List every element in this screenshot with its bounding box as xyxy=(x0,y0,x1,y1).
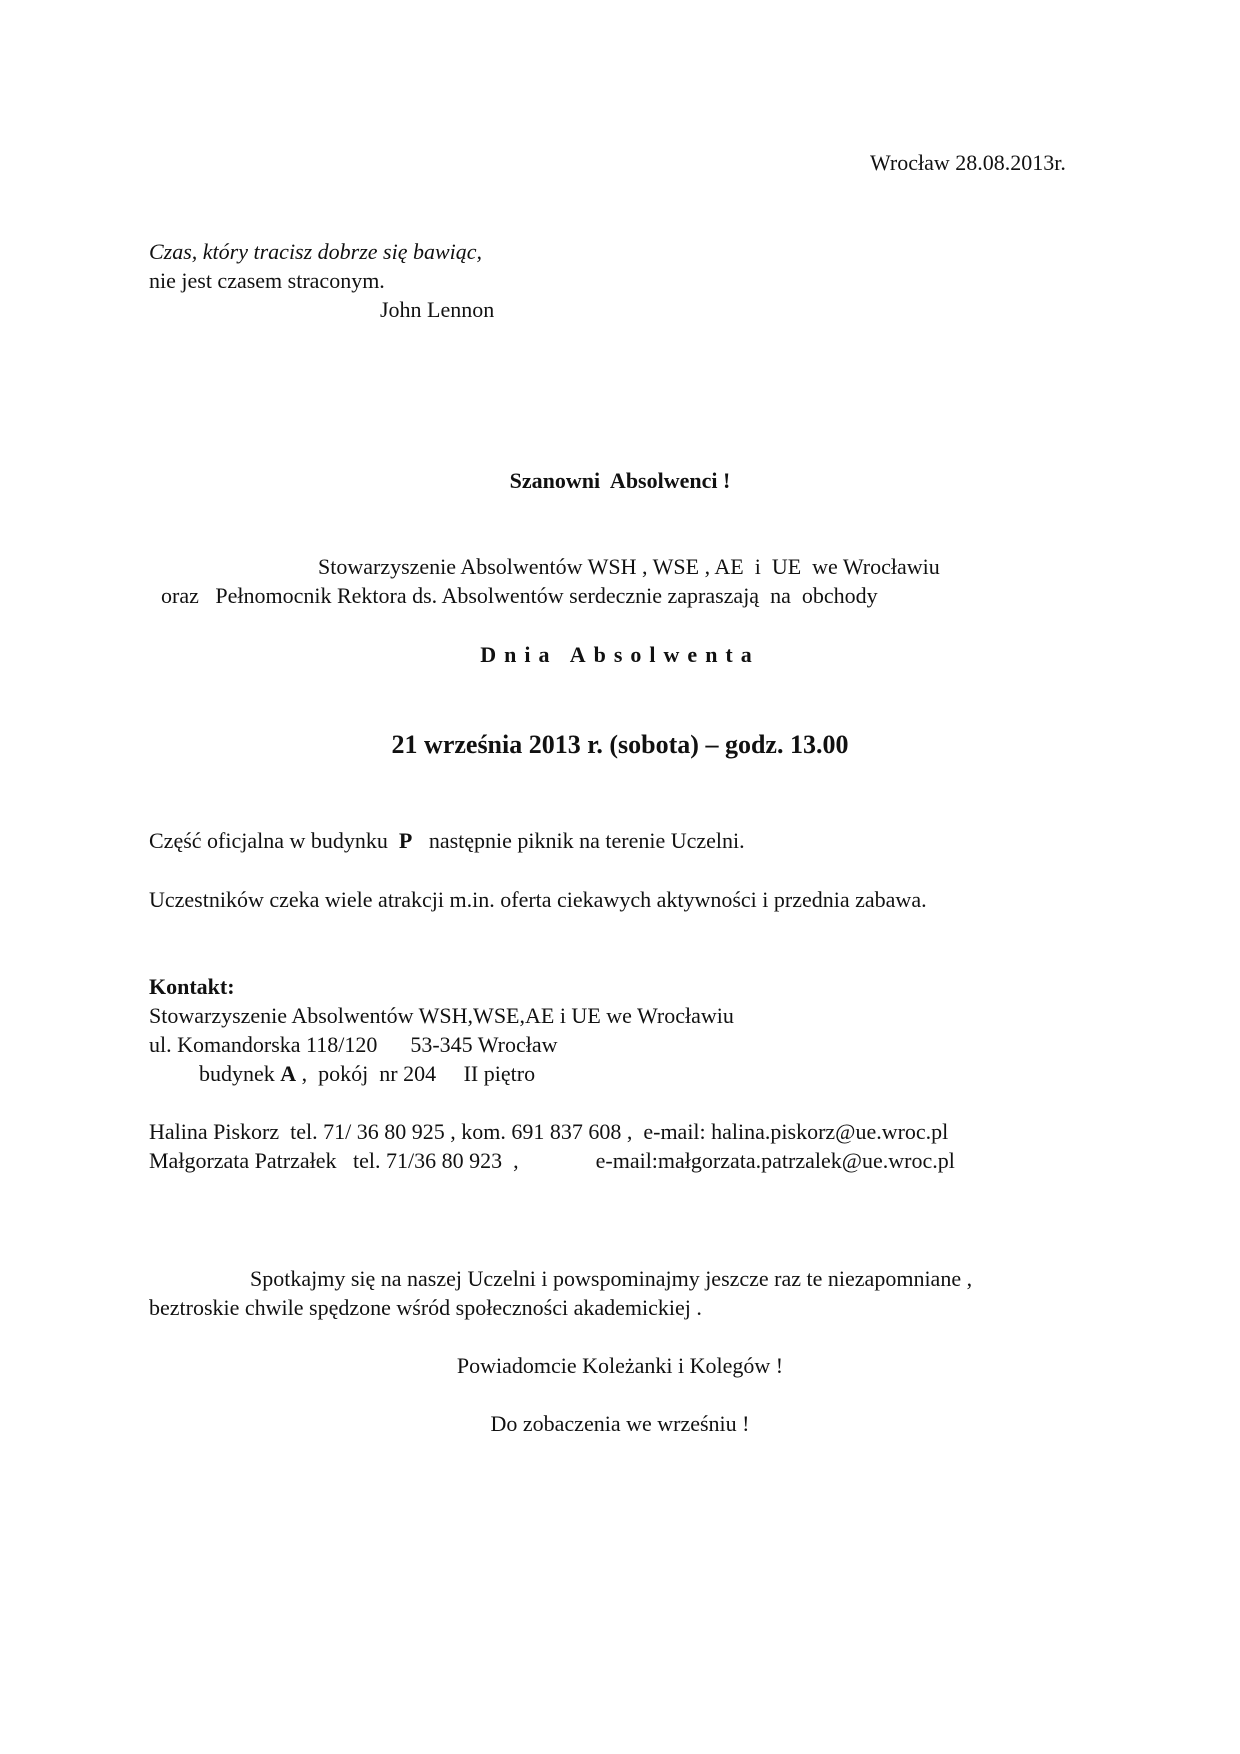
contact-person-1: Halina Piskorz tel. 71/ 36 80 925 , kom. 691 837 608 , e-mail: halina.piskorz@ue.wroc.pl xyxy=(149,1119,949,1144)
letter-date: Wrocław 28.08.2013r. xyxy=(870,150,1066,175)
quote-line-2: nie jest czasem straconym. xyxy=(149,268,385,293)
details-line-1-prefix: Część oficjalna w budynku xyxy=(149,828,399,853)
closing-line-3: Powiadomcie Koleżanki i Kolegów ! xyxy=(456,1353,784,1378)
contact-address: ul. Komandorska 118/120 53-345 Wrocław xyxy=(149,1032,558,1057)
closing-line-1: Spotkajmy się na naszej Uczelni i powspominajmy jeszcze raz te niezapomniane , xyxy=(250,1266,973,1291)
closing-line-4: Do zobaczenia we wrześniu ! xyxy=(490,1411,750,1436)
contact-building-suffix: , pokój nr 204 II piętro xyxy=(296,1061,536,1086)
invitation-line-1: Stowarzyszenie Absolwentów WSH , WSE , AE i UE we Wrocławiu xyxy=(318,554,940,579)
greeting: Szanowni Absolwenci ! xyxy=(509,468,731,493)
contact-org: Stowarzyszenie Absolwentów WSH,WSE,AE i UE we Wrocławiu xyxy=(149,1003,734,1028)
contact-building-prefix: budynek xyxy=(199,1061,281,1086)
contact-building xyxy=(199,1059,535,1088)
invitation-line-2: oraz Pełnomocnik Rektora ds. Absolwentów serdecznie zapraszają na obchody xyxy=(161,583,878,608)
details-building: P xyxy=(398,828,413,853)
details-line-2: Uczestników czeka wiele atrakcji m.in. oferta ciekawych aktywności i przednia zabawa. xyxy=(149,887,927,912)
contact-building-letter: A xyxy=(280,1061,297,1086)
contact-title: Kontakt: xyxy=(149,974,235,999)
details-line-1-suffix: następnie piknik na terenie Uczelni. xyxy=(412,828,745,853)
event-date: 21 września 2013 r. (sobota) – godz. 13.00 xyxy=(391,730,849,759)
event-name: Dnia Absolwenta xyxy=(480,642,760,667)
quote-line-1: Czas, który tracisz dobrze się bawiąc, xyxy=(149,239,483,264)
quote-author: John Lennon xyxy=(380,297,495,322)
contact-person-2: Małgorzata Patrzałek tel. 71/36 80 923 , e-mail:małgorzata.patrzalek@ue.wroc.pl xyxy=(149,1148,955,1173)
closing-line-2: beztroskie chwile spędzone wśród społeczności akademickiej . xyxy=(149,1295,702,1320)
details-line-1 xyxy=(149,826,745,855)
